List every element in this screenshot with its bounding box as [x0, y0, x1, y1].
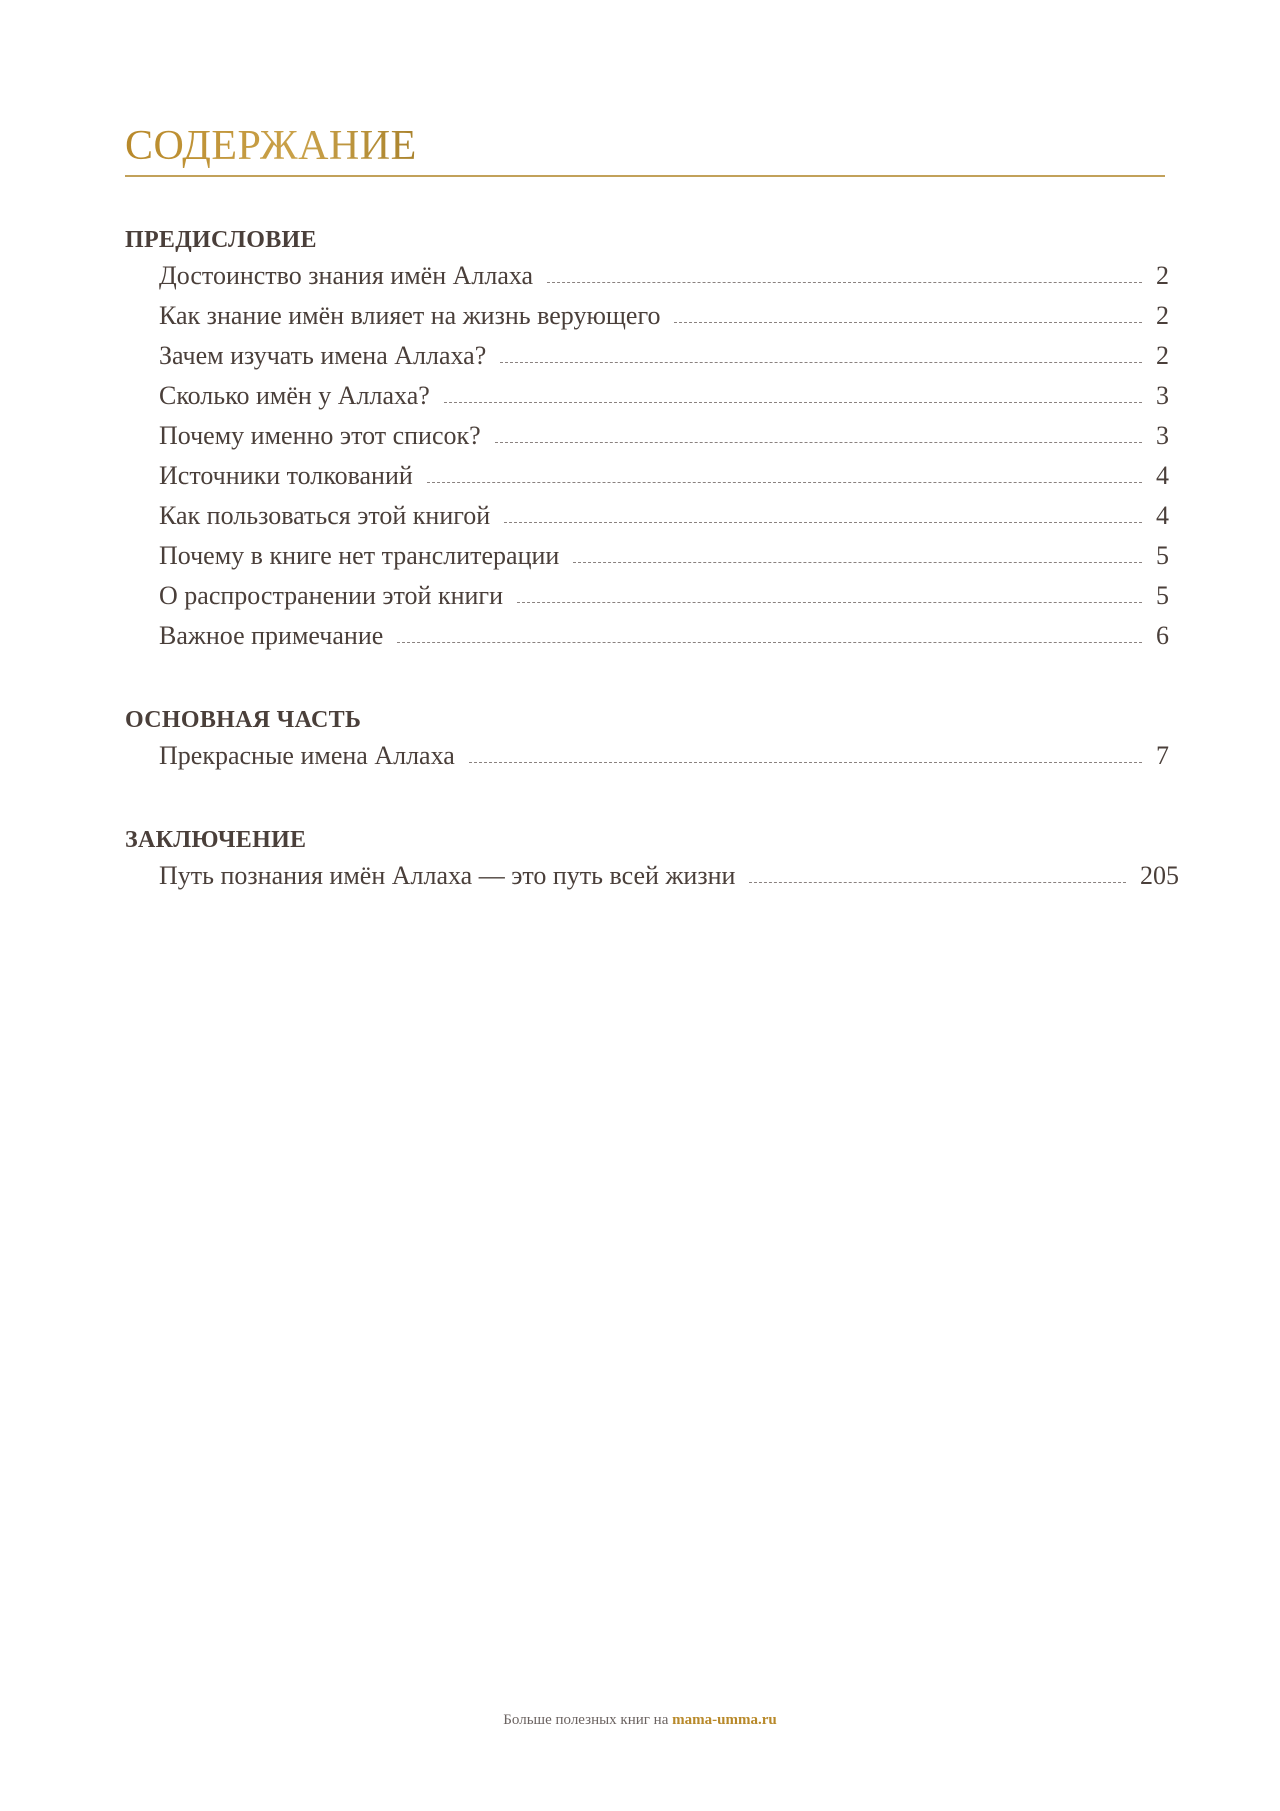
toc-entry-label: Как пользоваться этой книгой	[159, 501, 491, 530]
dot-leader	[397, 642, 1142, 643]
footer-text: Больше полезных книг на	[503, 1712, 669, 1728]
toc-entry[interactable]	[159, 496, 1169, 536]
toc-entry-label: Сколько имён у Аллаха?	[159, 381, 430, 410]
toc-entry[interactable]	[159, 336, 1169, 376]
toc-entry-label: Как знание имён влияет на жизнь верующего	[159, 301, 661, 330]
toc-entry-label: Почему в книге нет транслитерации	[159, 541, 560, 570]
dot-leader	[674, 322, 1142, 323]
dot-leader	[504, 522, 1142, 523]
toc-entry[interactable]	[159, 576, 1169, 616]
toc-entry[interactable]	[159, 736, 1169, 776]
toc-entry-page: 2	[1156, 261, 1169, 290]
toc-entry-page: 7	[1156, 741, 1169, 770]
toc-entry[interactable]	[159, 376, 1169, 416]
toc-entry-label: Важное примечание	[159, 621, 384, 650]
dot-leader	[517, 602, 1142, 603]
toc-entry-page: 4	[1156, 461, 1169, 490]
toc-entry-label: Зачем изучать имена Аллаха?	[159, 341, 487, 370]
toc-section-preface	[125, 224, 1169, 656]
toc-entry[interactable]	[159, 296, 1169, 336]
toc-entry[interactable]	[159, 616, 1169, 656]
toc-section-main	[125, 704, 1169, 776]
dot-leader	[749, 882, 1126, 883]
dot-leader	[444, 402, 1142, 403]
toc-entry[interactable]	[159, 456, 1169, 496]
title-divider	[125, 175, 1165, 177]
dot-leader	[573, 562, 1142, 563]
toc-entry[interactable]	[159, 856, 1179, 896]
toc-entry-page: 5	[1156, 541, 1169, 570]
toc-entry-label: Прекрасные имена Аллаха	[159, 741, 455, 770]
toc-entry-page: 2	[1156, 301, 1169, 330]
section-heading: ОСНОВНАЯ ЧАСТЬ	[125, 707, 362, 733]
dot-leader	[547, 282, 1142, 283]
toc-entry-label: Достоинство знания имён Аллаха	[159, 261, 534, 290]
toc-entry[interactable]	[159, 536, 1169, 576]
footer-link[interactable]: mama-umma.ru	[672, 1712, 777, 1728]
toc-entry-page: 3	[1156, 381, 1169, 410]
toc-entry-page: 205	[1140, 861, 1179, 890]
toc-entry-label: О распространении этой книги	[159, 581, 504, 610]
dot-leader	[427, 482, 1142, 483]
dot-leader	[495, 442, 1142, 443]
toc-entry-label: Путь познания имён Аллаха — это путь всей жизни	[159, 861, 736, 890]
dot-leader	[500, 362, 1142, 363]
page-footer	[0, 1712, 1280, 1729]
section-heading: ЗАКЛЮЧЕНИЕ	[125, 827, 307, 853]
toc-entry-label: Почему именно этот список?	[159, 421, 481, 450]
toc-entry[interactable]	[159, 256, 1169, 296]
page-title: СОДЕРЖАНИЕ	[125, 123, 417, 169]
toc-entry-page: 4	[1156, 501, 1169, 530]
toc-entry-page: 3	[1156, 421, 1169, 450]
toc-section-conclusion	[125, 824, 1179, 896]
toc-entry-label: Источники толкований	[159, 461, 413, 490]
toc-entry-page: 5	[1156, 581, 1169, 610]
dot-leader	[469, 762, 1142, 763]
toc-entry-page: 2	[1156, 341, 1169, 370]
section-heading: ПРЕДИСЛОВИЕ	[125, 227, 317, 253]
toc-entry[interactable]	[159, 416, 1169, 456]
toc-entry-page: 6	[1156, 621, 1169, 650]
